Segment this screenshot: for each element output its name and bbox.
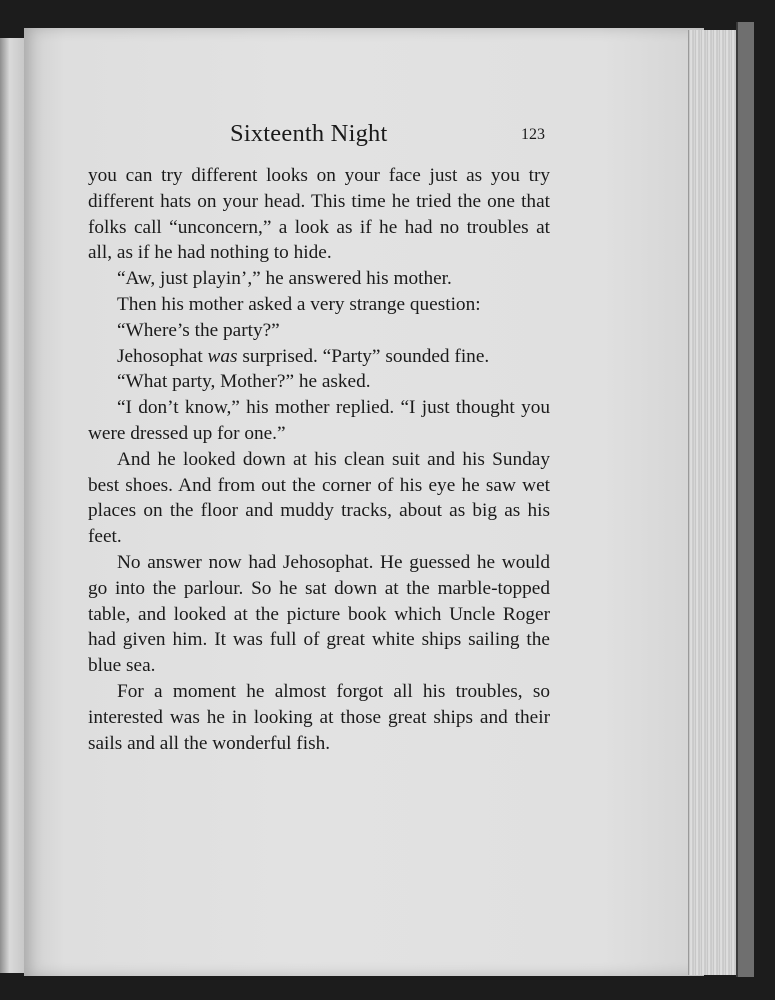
paragraph-2: “Aw, just playin’,” he answered his mother. — [117, 268, 452, 290]
paragraph-5 — [88, 344, 550, 370]
paragraph-5-before: Jehosophat — [117, 345, 208, 367]
emphasized-word: was — [207, 345, 238, 367]
paragraph-10: For a moment he almost forgot all his troubles, so interested was he in looking at those great ships and their sails and all the wonderful fish. — [88, 680, 550, 754]
facing-page-edge — [0, 38, 25, 973]
paragraph-6: “What party, Mother?” he asked. — [117, 371, 371, 393]
body-text — [88, 163, 550, 756]
page-number: 123 — [521, 126, 545, 143]
book-cover-edge — [736, 22, 754, 977]
paragraph-3: Then his mother asked a very strange question: — [117, 293, 481, 315]
page-header — [230, 120, 545, 152]
paragraph-9: No answer now had Jehosophat. He guessed he would go into the parlour. So he sat down at the marble-topped table, and looked at the picture book which Uncle Roger had given him. It was full of great white ships sailing the blue sea. — [88, 551, 550, 677]
paragraph-1: you can try different looks on your face just as you try different hats on your head. This time he tried the one that folks call “unconcern,” a look as if he had no troubles at all, as if he had nothing to hide. — [88, 165, 550, 264]
paragraph-5-after: surprised. “Party” sounded fine. — [237, 345, 490, 367]
paragraph-8: And he looked down at his clean suit and his Sunday best shoes. And from out the corner of his eye he saw wet places on the floor and muddy tracks, about as big as his feet. — [88, 448, 550, 548]
paragraph-7: “I don’t know,” his mother replied. “I just thought you were dressed up for one.” — [88, 397, 550, 444]
paragraph-4: “Where’s the party?” — [117, 319, 280, 341]
running-head: Sixteenth Night — [230, 120, 388, 147]
